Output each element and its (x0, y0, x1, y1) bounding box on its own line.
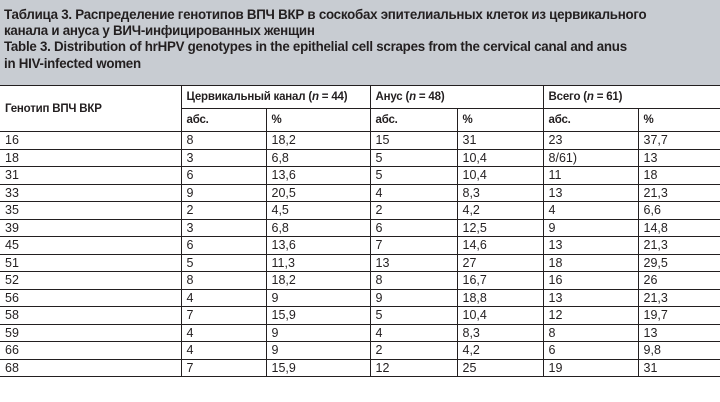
table-row (0, 202, 720, 220)
total-percent-cell: 21,3 (638, 237, 720, 255)
cervical-percent-cell: 15,9 (266, 307, 370, 325)
total-percent-cell: 13 (638, 324, 720, 342)
genotype-header: Генотип ВПЧ ВКР (0, 86, 181, 132)
table-row (0, 149, 720, 167)
genotype-cell: 58 (0, 307, 181, 325)
cervical-percent-cell: 13,6 (266, 237, 370, 255)
anus-abs-cell: 5 (370, 307, 457, 325)
anus-abs-cell: 2 (370, 202, 457, 220)
genotype-cell: 35 (0, 202, 181, 220)
table-row (0, 307, 720, 325)
sub-header-percent: % (266, 109, 370, 132)
total-abs-cell: 19 (543, 359, 638, 377)
anus-percent-cell: 18,8 (457, 289, 543, 307)
anus-abs-cell: 5 (370, 149, 457, 167)
total-percent-cell: 6,6 (638, 202, 720, 220)
anus-abs-cell: 4 (370, 324, 457, 342)
sub-header-abs: абс. (181, 109, 266, 132)
total-percent-cell: 21,3 (638, 184, 720, 202)
anus-percent-cell: 8,3 (457, 324, 543, 342)
group-label: Всего ( (548, 91, 587, 103)
total-abs-cell: 6 (543, 342, 638, 360)
total-abs-cell: 13 (543, 289, 638, 307)
total-abs-cell: 18 (543, 254, 638, 272)
sub-header-percent: % (457, 109, 543, 132)
anus-abs-cell: 2 (370, 342, 457, 360)
sub-header-abs: абс. (370, 109, 457, 132)
total-abs-cell: 9 (543, 219, 638, 237)
group-n-var: n (586, 91, 594, 103)
total-abs-cell: 8 (543, 324, 638, 342)
anus-abs-cell: 8 (370, 272, 457, 290)
anus-abs-cell: 13 (370, 254, 457, 272)
genotype-cell: 52 (0, 272, 181, 290)
cervical-percent-cell: 18,2 (266, 132, 370, 150)
total-percent-cell: 29,5 (638, 254, 720, 272)
anus-percent-cell: 16,7 (457, 272, 543, 290)
anus-percent-cell: 14,6 (457, 237, 543, 255)
genotype-cell: 45 (0, 237, 181, 255)
genotype-cell: 56 (0, 289, 181, 307)
cervical-abs-cell: 8 (181, 132, 266, 150)
table-row (0, 184, 720, 202)
group-header-anus (370, 86, 543, 109)
cervical-percent-cell: 18,2 (266, 272, 370, 290)
genotype-cell: 18 (0, 149, 181, 167)
anus-percent-cell: 10,4 (457, 149, 543, 167)
table-row (0, 167, 720, 185)
total-abs-cell: 11 (543, 167, 638, 185)
table-row (0, 324, 720, 342)
total-percent-cell: 26 (638, 272, 720, 290)
total-abs-cell: 23 (543, 132, 638, 150)
caption-line-en-1: Table 3. Distribution of hrHPV genotypes in the epithelial cell scrapes from the cervical canal and anus (4, 39, 627, 55)
anus-percent-cell: 4,2 (457, 342, 543, 360)
table-row (0, 359, 720, 377)
anus-percent-cell: 4,2 (457, 202, 543, 220)
sub-header-percent: % (638, 109, 720, 132)
anus-percent-cell: 8,3 (457, 184, 543, 202)
sub-header-abs: абс. (543, 109, 638, 132)
anus-percent-cell: 25 (457, 359, 543, 377)
cervical-percent-cell: 20,5 (266, 184, 370, 202)
group-n-var: n (311, 91, 319, 103)
cervical-abs-cell: 3 (181, 149, 266, 167)
anus-abs-cell: 6 (370, 219, 457, 237)
cervical-percent-cell: 11,3 (266, 254, 370, 272)
group-n-var: n (409, 91, 416, 103)
cervical-abs-cell: 5 (181, 254, 266, 272)
total-abs-cell: 13 (543, 184, 638, 202)
table-caption (0, 0, 720, 85)
total-percent-cell: 31 (638, 359, 720, 377)
anus-abs-cell: 9 (370, 289, 457, 307)
cervical-percent-cell: 6,8 (266, 149, 370, 167)
table-row (0, 254, 720, 272)
caption-line-ru-2: канала и ануса у ВИЧ-инфицированных женщин (4, 23, 315, 39)
anus-abs-cell: 15 (370, 132, 457, 150)
total-abs-cell: 13 (543, 237, 638, 255)
total-abs-cell: 12 (543, 307, 638, 325)
anus-abs-cell: 5 (370, 167, 457, 185)
cervical-abs-cell: 7 (181, 307, 266, 325)
cervical-abs-cell: 6 (181, 237, 266, 255)
anus-abs-cell: 12 (370, 359, 457, 377)
table-row (0, 237, 720, 255)
total-percent-cell: 21,3 (638, 289, 720, 307)
cervical-abs-cell: 2 (181, 202, 266, 220)
genotype-cell: 66 (0, 342, 181, 360)
caption-line-ru-1: Таблица 3. Распределение генотипов ВПЧ ВКР в соскобах эпителиальных клеток из цервикального (4, 7, 647, 22)
anus-percent-cell: 10,4 (457, 307, 543, 325)
genotype-cell: 68 (0, 359, 181, 377)
genotype-table (0, 85, 720, 377)
cervical-percent-cell: 13,6 (266, 167, 370, 185)
cervical-percent-cell: 15,9 (266, 359, 370, 377)
anus-percent-cell: 31 (457, 132, 543, 150)
total-percent-cell: 13 (638, 149, 720, 167)
group-n-value: = 61) (593, 91, 623, 103)
anus-abs-cell: 4 (370, 184, 457, 202)
group-header-total (543, 86, 720, 109)
group-label: Анус ( (375, 91, 410, 103)
table-row (0, 289, 720, 307)
cervical-abs-cell: 4 (181, 324, 266, 342)
genotype-cell: 16 (0, 132, 181, 150)
total-abs-cell: 16 (543, 272, 638, 290)
cervical-abs-cell: 4 (181, 289, 266, 307)
total-abs-cell: 4 (543, 202, 638, 220)
cervical-percent-cell: 9 (266, 342, 370, 360)
cervical-abs-cell: 6 (181, 167, 266, 185)
genotype-cell: 51 (0, 254, 181, 272)
cervical-abs-cell: 3 (181, 219, 266, 237)
anus-percent-cell: 27 (457, 254, 543, 272)
anus-abs-cell: 7 (370, 237, 457, 255)
cervical-percent-cell: 9 (266, 324, 370, 342)
genotype-cell: 59 (0, 324, 181, 342)
cervical-percent-cell: 6,8 (266, 219, 370, 237)
genotype-cell: 39 (0, 219, 181, 237)
table-row (0, 132, 720, 150)
group-n-value: = 48) (415, 91, 445, 103)
total-percent-cell: 18 (638, 167, 720, 185)
table-body (0, 132, 720, 377)
table-row (0, 219, 720, 237)
cervical-percent-cell: 9 (266, 289, 370, 307)
total-percent-cell: 14,8 (638, 219, 720, 237)
table-row (0, 342, 720, 360)
genotype-cell: 33 (0, 184, 181, 202)
group-label: Цервикальный канал ( (186, 91, 312, 103)
group-header-cervical (181, 86, 370, 109)
cervical-abs-cell: 4 (181, 342, 266, 360)
genotype-cell: 31 (0, 167, 181, 185)
total-abs-cell: 8/61) (543, 149, 638, 167)
cervical-percent-cell: 4,5 (266, 202, 370, 220)
anus-percent-cell: 10,4 (457, 167, 543, 185)
total-percent-cell: 19,7 (638, 307, 720, 325)
total-percent-cell: 9,8 (638, 342, 720, 360)
caption-line-en-2: in HIV-infected women (4, 55, 141, 71)
cervical-abs-cell: 7 (181, 359, 266, 377)
cervical-abs-cell: 9 (181, 184, 266, 202)
group-n-value: = 44) (318, 91, 348, 103)
anus-percent-cell: 12,5 (457, 219, 543, 237)
total-percent-cell: 37,7 (638, 132, 720, 150)
cervical-abs-cell: 8 (181, 272, 266, 290)
table-row (0, 272, 720, 290)
